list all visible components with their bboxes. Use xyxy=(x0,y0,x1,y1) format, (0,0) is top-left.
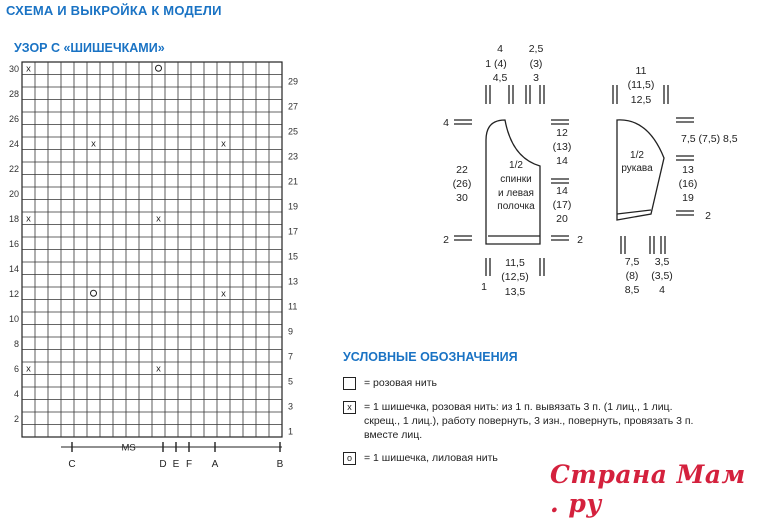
sleeve-bottom-left-2: (8) xyxy=(625,270,639,282)
sleeve-top-width-1: 11 xyxy=(635,65,647,77)
chart-marker-label: MS xyxy=(121,442,136,454)
body-left-height-1: 22 xyxy=(456,164,468,176)
chart-cell-pink-bobble: x xyxy=(26,63,31,75)
chart-row-label-right: 17 xyxy=(288,226,299,237)
chart-row-label-left: 28 xyxy=(8,88,19,99)
chart-row-label-left: 10 xyxy=(8,313,19,324)
chart-row-label-right: 23 xyxy=(288,151,299,162)
sleeve-right-upper: 7,5 (7,5) 8,5 xyxy=(681,133,738,145)
chart-cell-pink-bobble: x xyxy=(221,138,226,150)
body-left-height-2: (26) xyxy=(452,178,472,190)
body-right-upper-3: 14 xyxy=(556,155,568,167)
chart-marker-label: A xyxy=(211,459,219,470)
chart-row-label-left: 2 xyxy=(13,413,19,424)
body-right-lower-3: 20 xyxy=(556,213,568,225)
watermark-logo: Страна Мам . ру xyxy=(550,460,746,518)
chart-marker-label: C xyxy=(68,459,76,470)
chart-row-label-left: 22 xyxy=(8,163,19,174)
legend-item-pink-bobble-line-3: вместе лиц. xyxy=(364,429,423,441)
sleeve-bottom-left-3: 8,5 xyxy=(624,284,640,296)
chart-cell-pink-bobble: x xyxy=(156,363,161,375)
chart-cell-pink-bobble: x xyxy=(221,288,226,300)
sleeve-right-lower-2: (16) xyxy=(678,178,698,190)
sleeve-center-label-2: рукава xyxy=(621,163,653,174)
legend-item-pink-yarn: = розовая нить xyxy=(364,377,437,389)
chart-row-label-left: 14 xyxy=(8,263,19,274)
chart-row-label-right: 5 xyxy=(288,376,294,387)
chart-row-label-left: 20 xyxy=(8,188,19,199)
body-right-bottom: 2 xyxy=(577,234,583,246)
chart-row-label-left: 24 xyxy=(8,138,19,149)
body-top-right-3: 3 xyxy=(533,72,539,84)
chart-row-label-right: 9 xyxy=(288,326,294,337)
chart-cell-pink-bobble: x xyxy=(26,213,31,225)
body-left-top: 4 xyxy=(443,117,449,129)
chart-row-label-right: 11 xyxy=(288,301,298,312)
legend-item-lilac-bobble: = 1 шишечка, лиловая нить xyxy=(364,452,498,464)
body-right-lower-1: 14 xyxy=(556,185,568,197)
chart-marker-label: D xyxy=(159,459,167,470)
chart-row-label-right: 27 xyxy=(288,101,299,112)
chart-row-label-right: 1 xyxy=(288,426,294,437)
legend-item-pink-bobble-line-1: = 1 шишечка, розовая нить: из 1 п. вывязать 3 п. (1 лиц., 1 лиц. xyxy=(364,401,673,413)
pattern-title: УЗОР С «ШИШЕЧКАМИ» xyxy=(14,41,165,55)
sleeve-top-width-3: 12,5 xyxy=(630,94,652,106)
body-left-bottom: 2 xyxy=(443,234,449,246)
chart-marker-label: B xyxy=(276,459,284,470)
chart-row-label-right: 7 xyxy=(288,351,294,362)
legend-empty-square-icon xyxy=(343,377,356,390)
legend-item-pink-bobble-line-2: скрещ., 1 лиц.), работу повернуть, 3 изн., повернуть, провязать 3 п. xyxy=(364,415,694,427)
sleeve-center-label-1: 1/2 xyxy=(630,150,644,161)
sleeve-right-lower-3: 19 xyxy=(682,192,694,204)
body-bottom-left: 1 xyxy=(481,281,487,293)
sleeve-right-bottom: 2 xyxy=(705,210,711,222)
body-center-label-4: полочка xyxy=(497,201,535,212)
body-top-right-1: 2,5 xyxy=(528,43,544,55)
chart-row-label-right: 15 xyxy=(288,251,299,262)
chart-row-label-left: 12 xyxy=(8,288,19,299)
sleeve-bottom-right-1: 3,5 xyxy=(654,256,670,268)
chart-row-label-left: 6 xyxy=(13,363,19,374)
chart-row-label-right: 3 xyxy=(288,401,294,412)
sleeve-top-width-2: (11,5) xyxy=(627,79,655,91)
body-bottom-width-1: 11,5 xyxy=(505,257,525,269)
body-top-left-1: 4 xyxy=(497,43,503,55)
sleeve-bottom-left-1: 7,5 xyxy=(624,256,640,268)
chart-row-label-right: 25 xyxy=(288,126,299,137)
chart-row-label-right: 13 xyxy=(288,276,299,287)
body-center-label-3: и левая xyxy=(498,188,534,199)
chart-cell-pink-bobble: x xyxy=(91,138,96,150)
chart-marker-label: E xyxy=(172,459,180,470)
chart-row-label-right: 21 xyxy=(288,176,299,187)
body-top-left-2: 1 (4) xyxy=(485,58,507,70)
chart-cell-pink-bobble: x xyxy=(156,213,161,225)
legend-title: УСЛОВНЫЕ ОБОЗНАЧЕНИЯ xyxy=(343,350,518,364)
body-right-upper-2: (13) xyxy=(552,141,572,153)
page-title: СХЕМА И ВЫКРОЙКА К МОДЕЛИ xyxy=(6,3,222,18)
body-left-height-3: 30 xyxy=(456,192,468,204)
sleeve-right-lower-1: 13 xyxy=(682,164,694,176)
body-bottom-width-2: (12,5) xyxy=(501,271,529,283)
chart-row-label-left: 8 xyxy=(13,338,19,349)
chart-marker-label: F xyxy=(185,459,193,470)
body-top-right-2: (3) xyxy=(529,58,543,70)
body-top-left-3: 4,5 xyxy=(492,72,508,84)
legend-x-square-icon: x xyxy=(343,401,356,414)
body-right-lower-2: (17) xyxy=(552,199,572,211)
body-bottom-width-3: 13,5 xyxy=(504,286,526,298)
body-right-upper-1: 12 xyxy=(556,127,568,139)
legend-o-square-icon: o xyxy=(343,452,356,465)
sleeve-bottom-right-3: 4 xyxy=(659,284,665,296)
body-center-label-2: спинки xyxy=(500,174,532,185)
chart-row-label-left: 16 xyxy=(8,238,19,249)
chart-row-label-left: 30 xyxy=(8,63,19,74)
chart-row-label-left: 4 xyxy=(13,388,19,399)
chart-row-label-left: 26 xyxy=(8,113,19,124)
chart-cell-pink-bobble: x xyxy=(26,363,31,375)
chart-row-label-right: 19 xyxy=(288,201,299,212)
sleeve-bottom-right-2: (3,5) xyxy=(651,270,673,282)
body-center-label-1: 1/2 xyxy=(509,160,523,171)
chart-row-label-right: 29 xyxy=(288,76,299,87)
chart-row-label-left: 18 xyxy=(8,213,19,224)
